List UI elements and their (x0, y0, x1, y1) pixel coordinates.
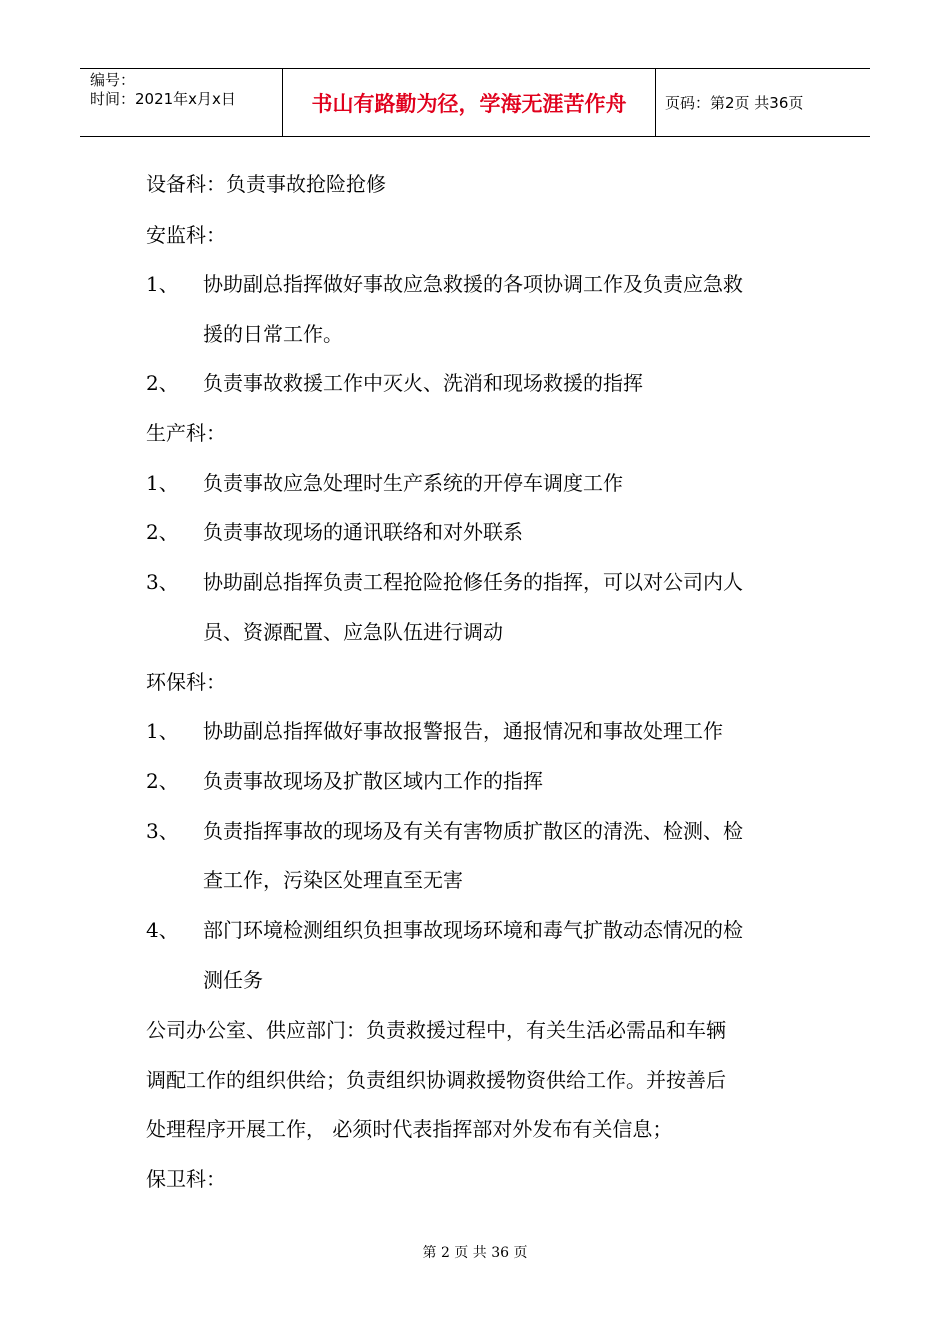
list-item-text: 测任务 (203, 968, 263, 992)
serial-number-label: 编号： (90, 71, 136, 89)
env-dept-heading: 环保科： (146, 670, 226, 694)
header-motto-cell (282, 69, 656, 136)
list-item-number: 1、 (146, 719, 179, 743)
list-item-number: 3、 (146, 570, 179, 594)
time-label: 时间：2021年x月x日 (90, 90, 236, 108)
security-dept-heading: 保卫科： (146, 1167, 226, 1191)
list-item-text: 负责指挥事故的现场及有关有害物质扩散区的清洗、检测、检 (203, 819, 743, 843)
list-item-text: 协助副总指挥做好事故报警报告，通报情况和事故处理工作 (203, 719, 723, 743)
office-paragraph-line: 公司办公室、供应部门：负责救援过程中，有关生活必需品和车辆 (146, 1018, 726, 1042)
header-page-cell (656, 69, 870, 136)
list-item-text: 负责事故现场的通讯联络和对外联系 (203, 520, 523, 544)
safety-dept-heading: 安监科： (146, 223, 226, 247)
list-item-text: 援的日常工作。 (203, 322, 343, 346)
list-item-text: 负责事故救援工作中灭火、洗消和现场救援的指挥 (203, 371, 643, 395)
list-item-text: 部门环境检测组织负担事故现场环境和毒气扩散动态情况的检 (203, 918, 743, 942)
office-paragraph-line: 调配工作的组织供给；负责组织协调救援物资供给工作。并按善后 (146, 1068, 726, 1092)
header-page-info: 页码：第2页 共36页 (665, 94, 804, 112)
page-footer: 第 2 页 共 36 页 (422, 1245, 528, 1261)
header-meta-cell (80, 69, 282, 136)
list-item-text: 协助副总指挥做好事故应急救援的各项协调工作及负责应急救 (203, 272, 743, 296)
list-item-text: 负责事故应急处理时生产系统的开停车调度工作 (203, 471, 623, 495)
list-item-number: 2、 (146, 520, 179, 544)
list-item-number: 2、 (146, 769, 179, 793)
header-motto: 书山有路勤为径，学海无涯苦作舟 (311, 92, 627, 116)
list-item-text: 员、资源配置、应急队伍进行调动 (203, 620, 503, 644)
document-header (80, 68, 870, 137)
list-item-number: 4、 (146, 918, 179, 942)
list-item-text: 协助副总指挥负责工程抢险抢修任务的指挥，可以对公司内人 (203, 570, 743, 594)
list-item-number: 2、 (146, 371, 179, 395)
list-item-text: 查工作，污染区处理直至无害 (203, 868, 463, 892)
equipment-dept-line: 设备科：负责事故抢险抢修 (146, 172, 386, 196)
office-paragraph-line: 处理程序开展工作， 必须时代表指挥部对外发布有关信息； (146, 1117, 673, 1141)
list-item-number: 3、 (146, 819, 179, 843)
production-dept-heading: 生产科： (146, 421, 226, 445)
list-item-number: 1、 (146, 272, 179, 296)
list-item-text: 负责事故现场及扩散区域内工作的指挥 (203, 769, 543, 793)
list-item-number: 1、 (146, 471, 179, 495)
